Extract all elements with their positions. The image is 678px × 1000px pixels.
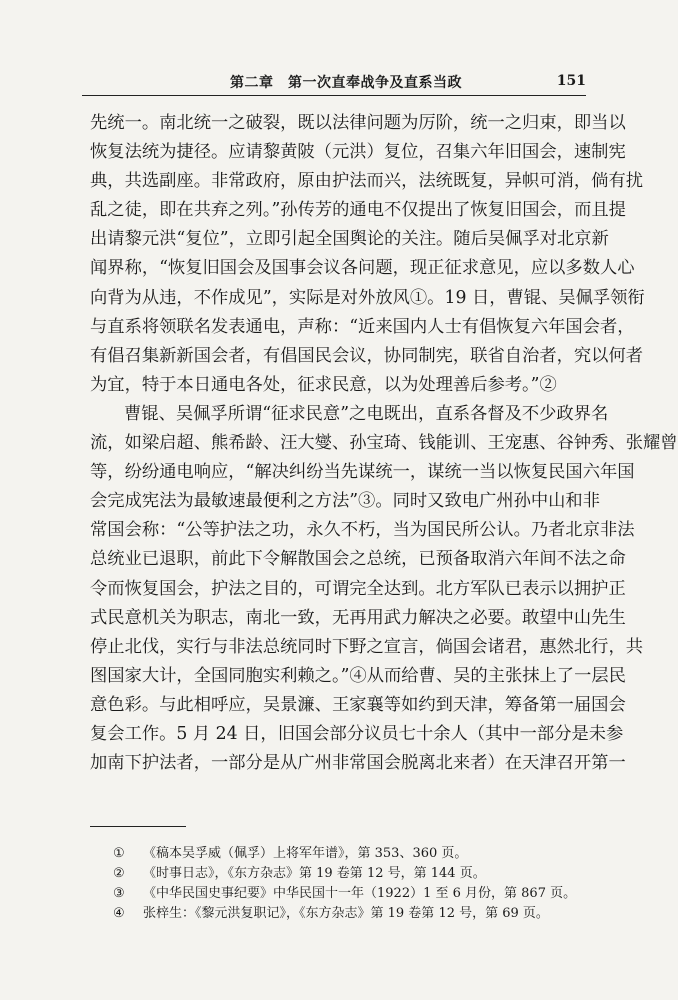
footnote-text: 张梓生：《黎元洪复职记》，《东方杂志》第 19 卷第 12 号，第 69 页。 (143, 906, 549, 921)
footnote-text: 《时事日志》，《东方杂志》第 19 卷第 12 号，第 144 页。 (143, 866, 486, 881)
footnote (113, 904, 583, 924)
body-line: 式民意机关为职志，南北一致，无再用武力解决之必要。敢望中山先生 (90, 607, 626, 628)
body-line: 等，纷纷通电响应，“解决纠纷当先谋统一，谋统一当以恢复民国六年国 (90, 462, 635, 483)
body-line: 令而恢复国会，护法之目的，可谓完全达到。北方军队已表示以拥护正 (90, 578, 626, 599)
footnote-rule (90, 826, 186, 827)
body-line: 曹锟、吴佩孚所谓“征求民意”之电既出，直系各督及不少政界名 (124, 403, 609, 424)
footnote-text: 《稿本吴孚威（佩孚）上将军年谱》，第 353、360 页。 (143, 846, 468, 861)
footnote (113, 844, 583, 864)
body-line: 意色彩。与此相呼应，吴景濂、王家襄等如约到天津，筹备第一届国会 (90, 694, 626, 715)
body-line: 复会工作。5 月 24 日，旧国会部分议员七十余人（其中一部分是未参 (90, 723, 624, 744)
body-line: 先统一。南北统一之破裂，既以法律问题为厉阶，统一之归束，即当以 (90, 113, 626, 133)
body-line: 图国家大计，全国同胞实利赖之。”④从而给曹、吴的主张抹上了一层民 (90, 665, 626, 686)
chapter-title: 第二章 第一次直奉战争及直系当政 (230, 75, 462, 91)
running-header (82, 72, 586, 94)
footnote-mark: ④ (113, 906, 125, 921)
body-text (90, 109, 678, 778)
body-line: 出请黎元洪“复位”，立即引起全国舆论的关注。随后吴佩孚对北京新 (90, 229, 609, 250)
footnote (113, 864, 583, 884)
footnotes (113, 844, 583, 924)
header-rule (82, 95, 586, 96)
body-line: 常国会称：“公等护法之功，永久不朽，当为国民所公认。乃者北京非法 (90, 520, 635, 541)
body-line: 流，如梁启超、熊希龄、汪大燮、孙宝琦、钱能训、王宠惠、谷钟秀、张耀曾 (90, 433, 678, 454)
footnote (113, 884, 583, 904)
body-line: 加南下护法者，一部分是从广州非常国会脱离北来者）在天津召开第一 (90, 753, 626, 774)
body-line: 为宜，特于本日通电各处，征求民意，以为处理善后参考。”② (90, 374, 557, 395)
body-line: 闻界称，“恢复旧国会及国事会议各问题，现正征求意见，应以多数人心 (90, 258, 635, 279)
body-line: 停止北伐，实行与非法总统同时下野之宣言，倘国会诸君，惠然北行，共 (90, 636, 644, 657)
body-line: 乱之徒，即在共弃之列。”孙传芳的通电不仅提出了恢复旧国会，而且提 (90, 200, 626, 221)
footnote-text: 《中华民国史事纪要》中华民国十一年（1922）1 至 6 月份，第 867 页。 (143, 886, 577, 901)
body-line: 典，共选副座。非常政府，原由护法而兴，法统既复，异帜可消，倘有扰 (90, 171, 644, 192)
body-line: 向背为从违，不作成见”，实际是对外放风①。19 日，曹锟、吴佩孚领衔 (90, 287, 645, 308)
footnote-mark: ① (113, 846, 125, 861)
page-number: 151 (556, 73, 586, 89)
footnote-mark: ② (113, 866, 125, 881)
footnote-mark: ③ (113, 886, 125, 901)
body-line: 会完成宪法为最敏速最便利之方法”③。同时又致电广州孙中山和非 (90, 491, 600, 512)
body-line: 有倡召集新新国会者，有倡国民会议，协同制宪，联省自治者，究以何者 (90, 345, 644, 366)
body-line: 总统业已退职，前此下令解散国会之总统，已预备取消六年间不法之命 (90, 549, 626, 570)
body-line: 恢复法统为捷径。应请黎黄陂（元洪）复位，召集六年旧国会，速制宪 (90, 142, 626, 163)
body-line: 与直系将领联名发表通电，声称：“近来国内人士有倡恢复六年国会者， (90, 316, 635, 337)
